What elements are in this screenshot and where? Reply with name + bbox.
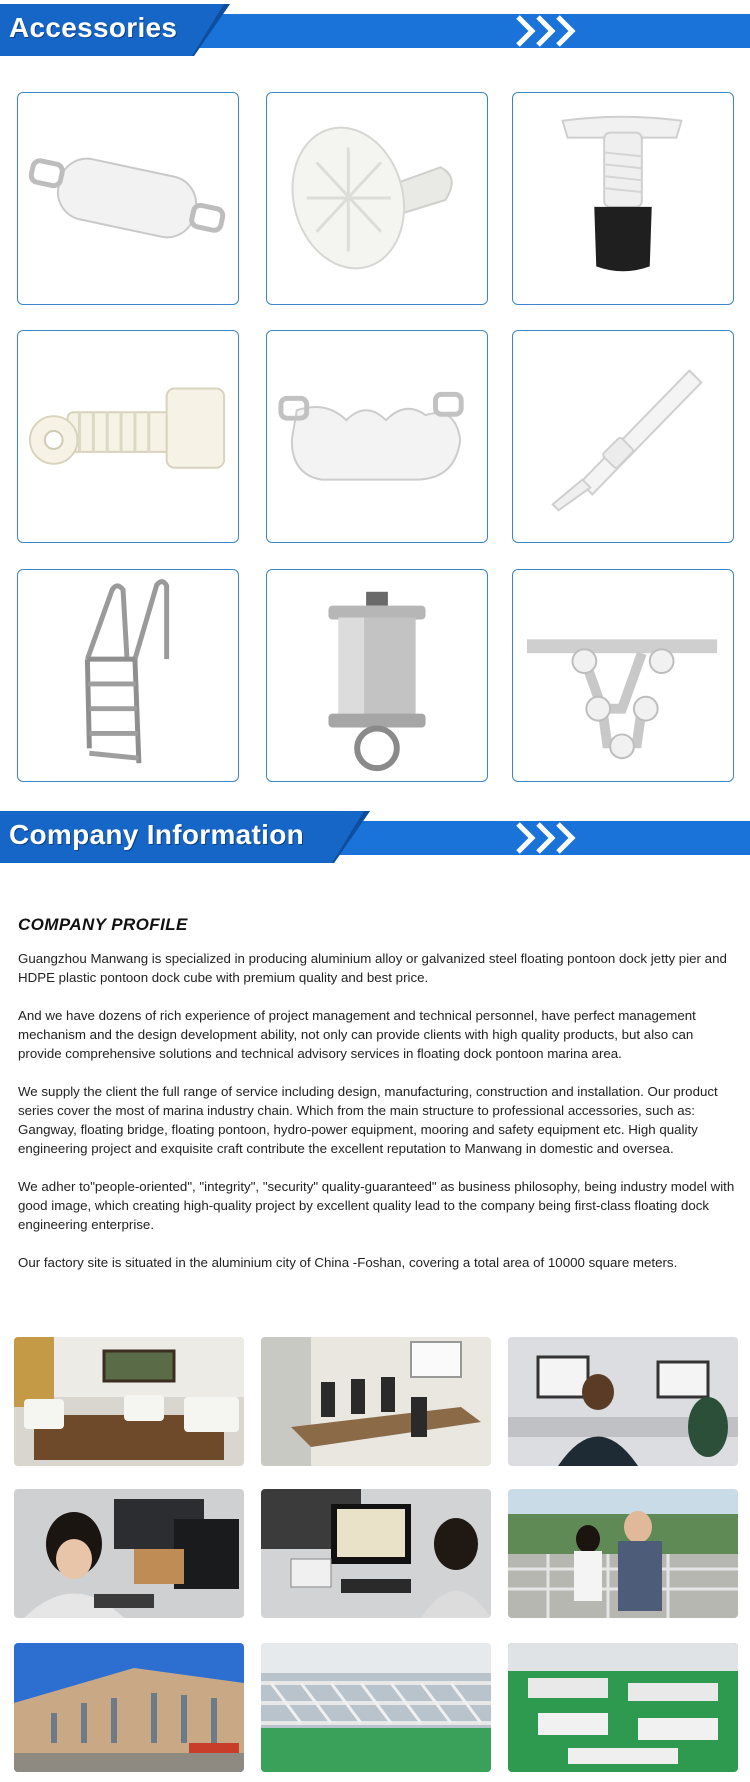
product-card[interactable] xyxy=(17,330,239,543)
product-card[interactable] xyxy=(512,92,734,305)
product-card[interactable] xyxy=(266,330,488,543)
ladder-image xyxy=(18,570,238,781)
company-photo[interactable] xyxy=(508,1489,738,1618)
company-photo[interactable] xyxy=(261,1337,491,1466)
company-photo[interactable] xyxy=(14,1337,244,1466)
company-profile xyxy=(18,915,738,1291)
product-card[interactable] xyxy=(266,92,488,305)
design-office-photo xyxy=(261,1489,491,1618)
production-floor-photo xyxy=(508,1643,738,1772)
staff-at-computer-photo xyxy=(14,1489,244,1618)
company-photo[interactable] xyxy=(14,1489,244,1618)
product-card[interactable] xyxy=(512,330,734,543)
company-photo[interactable] xyxy=(14,1643,244,1772)
ring-bolt-pin-image xyxy=(18,331,238,542)
company-banner xyxy=(0,807,750,867)
profile-paragraph: We adher to"people-oriented", "integrity", "security" quality-guaranteed" as business philosophy, being industry model with good image, which creating high-quality project by excellent quality lead to the company being first-class floating dock engineering enterprise. xyxy=(18,1179,735,1232)
company-photo[interactable] xyxy=(508,1337,738,1466)
meeting-room-photo xyxy=(261,1337,491,1466)
wave-float-fender-image xyxy=(267,331,487,542)
profile-paragraph: Our factory site is situated in the aluminium city of China -Foshan, covering a total area of 10000 square meters. xyxy=(18,1255,678,1270)
accessories-banner xyxy=(0,0,750,60)
workshop-frames-photo xyxy=(261,1643,491,1772)
product-card[interactable] xyxy=(266,569,488,782)
customer-visit-photo xyxy=(508,1489,738,1618)
company-photo[interactable] xyxy=(261,1643,491,1772)
company-photo[interactable] xyxy=(261,1489,491,1618)
profile-paragraph: Guangzhou Manwang is specialized in producing aluminium alloy or galvanized steel floating pontoon dock jetty pier and HDPE plastic pontoon dock cube with premium quality and best price. xyxy=(18,951,727,985)
profile-paragraph: And we have dozens of rich experience of project management and technical personnel, have perfect management mechanism and the design development ability, not only can provide clients with high quality products, but also can provide comprehensive solutions and technical advisory services in floating dock pontoon marina area. xyxy=(18,1008,696,1061)
t-connector-pin-image xyxy=(513,93,733,304)
long-connector-pin-image xyxy=(513,331,733,542)
chevron-right-icon xyxy=(552,15,584,47)
accessories-title: Accessories xyxy=(9,12,178,43)
factory-building-photo xyxy=(14,1643,244,1772)
product-card[interactable] xyxy=(17,92,239,305)
float-handle-image xyxy=(18,93,238,304)
company-photo[interactable] xyxy=(508,1643,738,1772)
profile-heading: COMPANY PROFILE xyxy=(18,915,188,934)
dock-plug-image xyxy=(267,93,487,304)
dock-connector-image xyxy=(513,570,733,781)
profile-paragraph: We supply the client the full range of service including design, manufacturing, construction and installation. Our product series cover the most of marina industry chain. Which from the main structure to professional accessories, such as: Gangway, floating bridge, floating pontoon, hydro-power equipment, mooring and safety equipment etc. High quality engineering project and exquisite craft contribute the excellent reputation to Manwang in domestic and oversea. xyxy=(18,1084,718,1156)
mooring-bollard-image xyxy=(267,570,487,781)
chevron-right-icon xyxy=(552,822,584,854)
office-staff-photo xyxy=(508,1337,738,1466)
reception-room-photo xyxy=(14,1337,244,1466)
company-title: Company Information xyxy=(9,819,305,850)
product-card[interactable] xyxy=(17,569,239,782)
product-card[interactable] xyxy=(512,569,734,782)
